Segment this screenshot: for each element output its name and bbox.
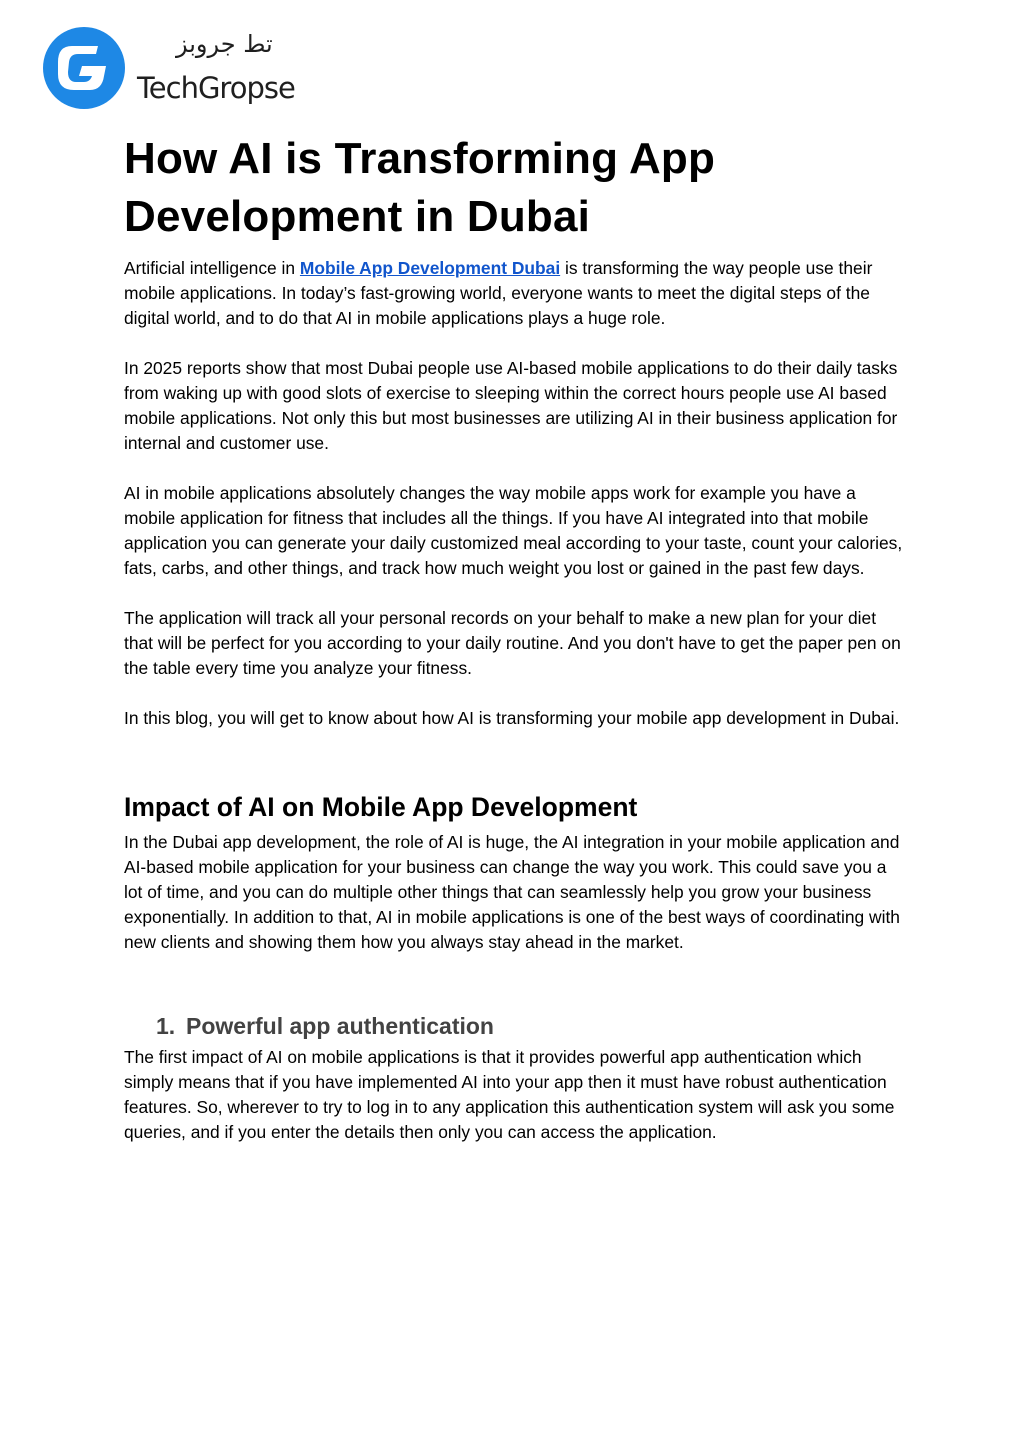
brand-name: TechGropse [137, 71, 295, 105]
paragraph-blog-intro: In this blog, you will get to know about how AI is transforming your mobile app development in Dubai. [124, 708, 900, 728]
subsection-heading-text: Powerful app authentication [186, 1013, 494, 1039]
subsection-heading-authentication [124, 1011, 909, 1041]
g-logo-icon [42, 26, 126, 110]
paragraph-track-records: The application will track all your personal records on your behalf to make a new plan for your diet that will be perfect for you according to your daily routine. And you don't have to get the paper pen on the table every time you analyze your fitness. [124, 608, 901, 678]
article-title: How AI is Transforming App Development in Dubai [124, 134, 716, 241]
subsection-body-authentication: The first impact of AI on mobile applications is that it provides powerful app authentication which simply means that if you have implemented AI into your app then it must have robust authentication features. So, wherever to try to log in to any application this authentication system will ask you some queries, and if you enter the details then only you can access the application. [124, 1047, 895, 1142]
section-body-impact: In the Dubai app development, the role of AI is huge, the AI integration in your mobile application and AI-based mobile application for your business can change the way you work. This could save you a lot of time, and you can do multiple other things that can seamlessly help you grow your business exponentially. In addition to that, AI in mobile applications is one of the best ways of coordinating with new clients and showing them how you always stay ahead in the market. [124, 832, 900, 952]
intro-text-before: Artificial intelligence in [124, 258, 300, 278]
intro-paragraph [124, 256, 909, 331]
article [124, 130, 909, 1145]
paragraph-2025-reports: In 2025 reports show that most Dubai people use AI-based mobile applications to do their daily tasks from waking up with good slots of exercise to sleeping within the correct hours people use AI based mobile applications. Not only this but most businesses are utilizing AI in their business application for internal and customer use. [124, 358, 898, 453]
section-heading-impact: Impact of AI on Mobile App Development [124, 792, 638, 822]
brand-arabic-name: تط جروبز [176, 30, 273, 58]
intro-text-after: is transforming the way people use their mobile applications. In today’s fast-growing world, everyone wants to meet the digital steps of the digital world, and to do that AI in mobile applications plays a huge role. [124, 258, 873, 328]
brand-logo [42, 26, 312, 112]
mobile-app-development-dubai-link[interactable]: Mobile App Development Dubai [299, 258, 561, 278]
list-number: 1. [156, 1013, 176, 1039]
paragraph-ai-fitness: AI in mobile applications absolutely changes the way mobile apps work for example you have a mobile application for fitness that includes all the things. If you have AI integrated into that mobile application you can generate your daily customized meal according to your taste, count your calories, fats, carbs, and other things, and track how much weight you lost or gained in the past few days. [124, 483, 903, 578]
